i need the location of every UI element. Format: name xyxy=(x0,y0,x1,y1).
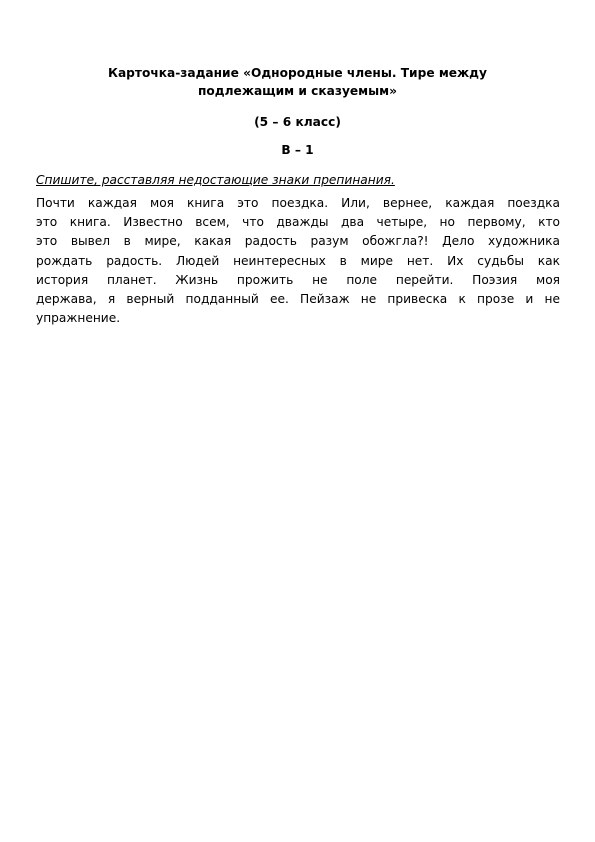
exercise-line: история планет. Жизнь прожить не поле перейти. Поэзия моя xyxy=(36,272,560,287)
exercise-line: рождать радость. Людей неинтересных в мире нет. Их судьбы как xyxy=(36,253,560,268)
exercise-text xyxy=(36,194,560,328)
title-line-1: Карточка-задание «Однородные члены. Тире между xyxy=(108,66,487,80)
title-line-2: подлежащим и сказуемым» xyxy=(197,84,397,98)
task-instruction: Спишите, расставляя недостающие знаки препинания. xyxy=(36,173,395,187)
exercise-line: держава, я верный подданный ее. Пейзаж не привеска к прозе и не xyxy=(36,291,560,306)
document-title xyxy=(60,64,535,100)
exercise-line: Почти каждая моя книга это поездка. Или, вернее, каждая поездка xyxy=(36,196,560,210)
variant-label: В – 1 xyxy=(281,143,314,157)
exercise-line: это вывел в мире, какая радость разум обожгла?! Дело художника xyxy=(36,234,560,249)
grade-label: (5 – 6 класс) xyxy=(254,115,341,129)
exercise-line: упражнение. xyxy=(36,311,121,326)
exercise-line: это книга. Известно всем, что дважды два четыре, но первому, кто xyxy=(36,215,560,230)
